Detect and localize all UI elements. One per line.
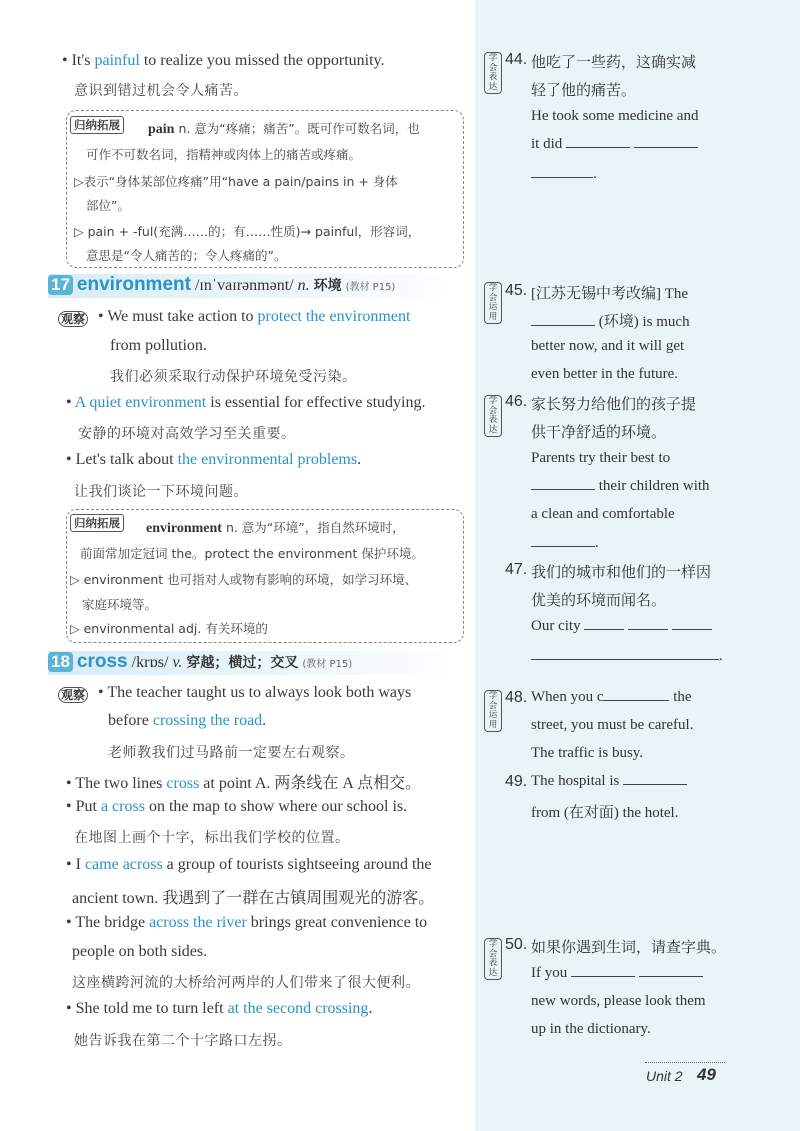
example-18-3: • Put a cross on the map to show where our school is. xyxy=(66,798,408,815)
example-18-6: • She told me to turn left at the second crossing. xyxy=(66,1000,373,1017)
q44-cn-line1: 他吃了一些药，这确实减 xyxy=(531,53,697,71)
q50-en-line1: If you xyxy=(531,965,703,982)
expand-label: 归纳拓展 xyxy=(70,116,124,134)
answer-blank[interactable] xyxy=(634,147,698,148)
example-18-1-line2: before crossing the road. xyxy=(108,712,267,729)
q46-cn-line1: 家长努力给他们的孩子提 xyxy=(531,395,697,413)
q46-en-line4: . xyxy=(531,535,599,552)
env-box-line3: ▷ environment 也可指对人或物有影响的环境，如学习环境、 xyxy=(70,572,418,587)
example-18-6-cn: 她告诉我在第二个十字路口左拐。 xyxy=(74,1033,292,1049)
env-box-line5: ▷ environmental adj. 有关环境的 xyxy=(70,621,268,636)
q46-en-line1: Parents try their best to xyxy=(531,450,671,466)
pain-box-line6: 意思是“令人痛苦的；令人疼痛的”。 xyxy=(86,248,287,263)
q45-en-line1: [江苏无锡中考改编] The xyxy=(531,286,689,302)
phonetic: /krɒs/ xyxy=(131,654,169,671)
q49-en-line2: from (在对面) the hotel. xyxy=(531,805,679,821)
example-17-2-cn: 安静的环境对高效学习至关重要。 xyxy=(78,426,296,442)
q50-en-line3: up in the dictionary. xyxy=(531,1021,651,1037)
example-17-1-line2: from pollution. xyxy=(110,337,207,354)
express-tag: 学会表达 xyxy=(484,52,502,94)
answer-blank[interactable] xyxy=(531,659,719,660)
observe-label: 观察 xyxy=(58,310,88,328)
answer-blank[interactable] xyxy=(672,629,712,630)
example-18-5: • The bridge across the river brings great convenience to xyxy=(66,914,428,931)
apply-tag: 学会运用 xyxy=(484,690,502,732)
example-painful-cn: 意识到错过机会令人痛苦。 xyxy=(74,83,248,99)
question-number: 46. xyxy=(505,393,528,410)
headword: cross xyxy=(76,651,128,672)
q47-cn-line1: 我们的城市和他们的一样因 xyxy=(531,563,712,581)
answer-blank[interactable] xyxy=(531,489,595,490)
q45-en-line3: better now, and it will get xyxy=(531,338,685,354)
pain-box-line4: 部位”。 xyxy=(86,198,130,213)
answer-blank[interactable] xyxy=(603,700,669,701)
answer-blank[interactable] xyxy=(623,784,687,785)
q45-en-line4: even better in the future. xyxy=(531,366,679,382)
q47-en-line2: . xyxy=(531,648,723,665)
q45-en-line2: (环境) is much xyxy=(531,310,690,331)
q46-en-line3: a clean and comfortable xyxy=(531,506,675,522)
express-tag: 学会表达 xyxy=(484,395,502,437)
env-box-line1: environment n. 意为“环境”，指自然环境时， xyxy=(146,520,405,536)
example-18-1-cn: 老师教我们过马路前一定要左右观察。 xyxy=(108,745,355,761)
pain-box-line3: ▷表示“身体某部位疼痛”用“have a pain/pains in + 身体 xyxy=(74,174,398,189)
question-number: 50. xyxy=(505,936,528,953)
pain-box-line1: pain n. 意为“疼痛；痛苦”。既可作可数名词，也 xyxy=(148,121,420,137)
example-17-3: • Let's talk about the environmental problems. xyxy=(66,451,362,468)
headword-meaning: 环境 xyxy=(313,278,342,294)
pain-box-line2: 可作不可数名词，指精神或肉体上的痛苦或疼痛。 xyxy=(86,147,362,162)
word-header-18: 18 cross /krɒs/ v. 穿越；横过；交叉 (教材 P15) xyxy=(48,651,468,675)
env-box-line4: 家庭环境等。 xyxy=(82,597,158,612)
q44-en-line2: it did xyxy=(531,136,698,153)
example-17-1-cn: 我们必须采取行动保护环境免受污染。 xyxy=(110,369,357,385)
pain-box-line5: ▷ pain + -ful(充满……的；有……性质)→ painful，形容词， xyxy=(74,224,421,239)
phonetic: /ɪnˈvaɪrənmənt/ xyxy=(194,277,294,294)
q44-en-line3: . xyxy=(531,166,597,183)
example-18-4: • I came across a group of tourists sightseeing around the xyxy=(66,856,432,873)
answer-blank[interactable] xyxy=(628,629,668,630)
example-18-4-line2: ancient town. 我遇到了一群在古镇周围观光的游客。 xyxy=(72,890,435,907)
source-ref: (教材 P15) xyxy=(302,659,353,670)
example-18-5-cn: 这座横跨河流的大桥给河两岸的人们带来了很大便利。 xyxy=(72,975,420,991)
question-number: 47. xyxy=(505,561,528,578)
q47-cn-line2: 优美的环境而闻名。 xyxy=(531,591,667,609)
question-number: 48. xyxy=(505,689,528,706)
apply-tag: 学会运用 xyxy=(484,282,502,324)
question-number: 45. xyxy=(505,282,528,299)
q46-cn-line2: 供干净舒适的环境。 xyxy=(531,423,667,441)
word-header-17: 17 environment /ɪnˈvaɪrənmənt/ n. 环境 (教材 P15) xyxy=(48,274,468,298)
q46-en-line2: their children with xyxy=(531,478,710,495)
q50-en-line2: new words, please look them xyxy=(531,993,706,1009)
example-18-1: • The teacher taught us to always look both ways xyxy=(98,684,412,701)
answer-blank[interactable] xyxy=(584,629,624,630)
page-number: 49 xyxy=(697,1065,716,1084)
question-number: 44. xyxy=(505,51,528,68)
answer-blank[interactable] xyxy=(531,177,593,178)
expand-label: 归纳拓展 xyxy=(70,514,124,532)
q44-cn-line2: 轻了他的痛苦。 xyxy=(531,81,637,99)
q49-en-line1: The hospital is xyxy=(531,773,687,790)
express-tag: 学会表达 xyxy=(484,938,502,980)
answer-blank[interactable] xyxy=(566,147,630,148)
example-17-2: • A quiet environment is essential for effective studying. xyxy=(66,394,426,411)
q48-en-line2: street, you must be careful. xyxy=(531,717,694,733)
example-17-3-cn: 让我们谈论一下环境问题。 xyxy=(74,484,248,500)
q50-cn-line1: 如果你遇到生词，请查字典。 xyxy=(531,938,727,956)
word-number: 18 xyxy=(48,652,73,672)
q47-en-line1: Our city xyxy=(531,618,712,635)
question-number: 49. xyxy=(505,773,528,790)
footer-rule xyxy=(645,1062,725,1063)
example-painful: • It's painful to realize you missed the opportunity. xyxy=(62,52,385,69)
answer-blank[interactable] xyxy=(571,976,635,977)
source-ref: (教材 P15) xyxy=(345,282,396,293)
headword: environment xyxy=(76,274,191,295)
example-18-5-line2: people on both sides. xyxy=(72,943,208,960)
answer-blank[interactable] xyxy=(531,325,595,326)
word-number: 17 xyxy=(48,275,73,295)
q48-en-line3: The traffic is busy. xyxy=(531,745,644,761)
example-18-3-cn: 在地图上画个十字，标出我们学校的位置。 xyxy=(74,830,350,846)
env-box-line2: 前面常加定冠词 the。protect the environment 保护环境。 xyxy=(80,546,424,561)
q44-en-line1: He took some medicine and xyxy=(531,108,699,124)
answer-blank[interactable] xyxy=(531,546,595,547)
example-17-1: • We must take action to protect the environment xyxy=(98,308,411,325)
headword-meaning: 穿越；横过；交叉 xyxy=(186,655,299,671)
q48-en-line1: When you c the xyxy=(531,689,692,705)
observe-label: 观察 xyxy=(58,686,88,704)
unit-label: Unit 2 xyxy=(646,1068,683,1084)
example-18-2: • The two lines cross at point A. 两条线在 A 点相交。 xyxy=(66,775,422,792)
answer-blank[interactable] xyxy=(639,976,703,977)
